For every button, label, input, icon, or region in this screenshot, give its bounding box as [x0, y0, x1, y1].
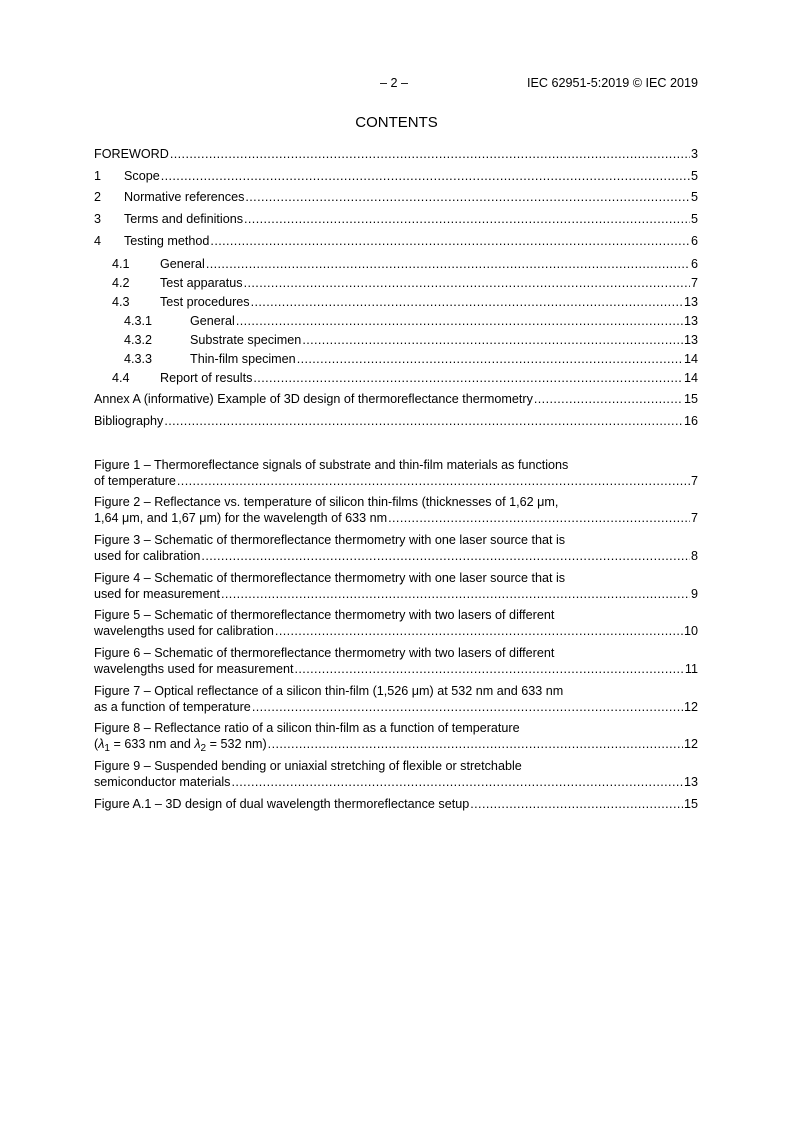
leader-dots: [251, 294, 683, 310]
figure-entry-7[interactable]: [94, 683, 698, 715]
toc-entry-page: 13: [683, 314, 698, 328]
figure-caption-line: Figure 8 – Reflectance ratio of a silicon thin-film as a function of temperature: [94, 721, 520, 735]
toc-entry-text: Annex A (informative) Example of 3D design of thermoreflectance thermometry: [94, 392, 533, 406]
toc-entry-text: Test apparatus: [160, 276, 243, 290]
figure-caption-line: of temperature: [94, 474, 176, 488]
toc-entry-number: 4.2: [112, 276, 130, 290]
figure-caption-line: as a function of temperature: [94, 700, 251, 714]
leader-dots: [245, 189, 690, 205]
toc-entry-number: 4.3.2: [124, 333, 153, 347]
toc-entry-page: 14: [683, 371, 698, 385]
figure-entry-8[interactable]: [94, 720, 698, 752]
figure-caption-line: wavelengths used for calibration: [94, 624, 274, 638]
leader-dots: [297, 351, 683, 367]
toc-entry-page: 13: [683, 333, 698, 347]
toc-entry-scope[interactable]: [94, 168, 698, 184]
toc-entry-text: Scope: [124, 169, 160, 183]
leader-dots: [210, 233, 690, 249]
toc-entry-page: 5: [690, 212, 698, 226]
leader-dots: [388, 510, 690, 526]
figure-entry-1[interactable]: [94, 457, 698, 489]
leader-dots: [534, 391, 683, 407]
toc-entry-number: 3: [94, 212, 102, 226]
figure-page: 12: [683, 700, 698, 714]
leader-dots: [244, 275, 690, 291]
leader-dots: [170, 146, 690, 162]
toc-entry-page: 14: [683, 352, 698, 366]
toc-entry-terms-and-definitions[interactable]: [94, 211, 698, 227]
leader-dots: [164, 413, 683, 429]
toc-entry-number: 4.3.1: [124, 314, 153, 328]
figure-page: 9: [690, 587, 698, 601]
figure-caption-line: used for calibration: [94, 549, 201, 563]
figure-caption-line: used for measurement: [94, 587, 220, 601]
figure-page: 12: [683, 737, 698, 751]
leader-dots: [244, 211, 690, 227]
figure-page: 8: [690, 549, 698, 563]
header-page-number: – 2 –: [380, 76, 409, 90]
figure-page: 7: [690, 511, 698, 525]
toc-entry-text: Testing method: [124, 234, 210, 248]
toc-entry-text: General: [160, 257, 205, 271]
toc-entry-normative-references[interactable]: [94, 189, 698, 205]
toc-entry-text: General: [190, 314, 235, 328]
toc-entry-number: 4.3.3: [124, 352, 153, 366]
figure-page: 7: [690, 474, 698, 488]
toc-entry-page: 7: [690, 276, 698, 290]
leader-dots: [252, 699, 683, 715]
toc-entry-number: 2: [94, 190, 102, 204]
figure-caption-line: Figure 4 – Schematic of thermoreflectance thermometry with one laser source that is: [94, 571, 566, 585]
toc-entry-page: 15: [683, 392, 698, 406]
toc-entry-test-apparatus[interactable]: [112, 275, 698, 291]
figure-entry-9[interactable]: [94, 758, 698, 790]
toc-entry-text: Report of results: [160, 371, 253, 385]
leader-dots: [302, 332, 683, 348]
figure-entry-a1[interactable]: [94, 796, 698, 812]
leader-dots: [236, 313, 683, 329]
toc-entry-annex-a[interactable]: [94, 391, 698, 407]
leader-dots: [201, 548, 690, 564]
figure-entry-5[interactable]: [94, 607, 698, 639]
header-document-reference: IEC 62951-5:2019 © IEC 2019: [526, 76, 698, 90]
toc-entry-testing-method[interactable]: [94, 233, 698, 249]
toc-entry-number: 4.1: [112, 257, 130, 271]
leader-dots: [221, 586, 690, 602]
figure-caption-line: Figure 7 – Optical reflectance of a silicon thin-film (1,526 μm) at 532 nm and 633 nm: [94, 684, 564, 698]
toc-entry-text: Bibliography: [94, 414, 164, 428]
toc-entry-report-of-results[interactable]: [112, 370, 698, 386]
toc-entry-4-1-general[interactable]: [112, 256, 698, 272]
toc-entry-4-3-1-general[interactable]: [124, 313, 698, 329]
leader-dots: [177, 473, 690, 489]
figure-caption-line: Figure 6 – Schematic of thermoreflectance thermometry with two lasers of different: [94, 646, 555, 660]
toc-entry-number: 1: [94, 169, 102, 183]
figure-caption-line: Figure 3 – Schematic of thermoreflectance thermometry with one laser source that is: [94, 533, 566, 547]
figure-caption-line: Figure 5 – Schematic of thermoreflectance thermometry with two lasers of different: [94, 608, 555, 622]
toc-entry-number: 4.3: [112, 295, 130, 309]
figure-caption-line: ($\lambda_1 = 633$ nm and $\lambda_2 = 532$ nm): [94, 737, 267, 754]
figure-entry-4[interactable]: [94, 570, 698, 602]
figure-caption-line: Figure 2 – Reflectance vs. temperature of silicon thin-films (thicknesses of 1,62 μm,: [94, 495, 559, 509]
leader-dots: [470, 796, 683, 812]
leader-dots: [275, 623, 683, 639]
leader-dots: [161, 168, 690, 184]
figure-page: 10: [683, 624, 698, 638]
figure-caption-line: semiconductor materials: [94, 775, 231, 789]
figure-page: 11: [684, 662, 698, 676]
toc-entry-bibliography[interactable]: [94, 413, 698, 429]
toc-entry-page: 16: [683, 414, 698, 428]
toc-entry-page: 3: [690, 147, 698, 161]
leader-dots: [268, 736, 683, 752]
contents-title: CONTENTS: [355, 114, 438, 131]
figure-page: 15: [683, 797, 698, 811]
toc-entry-page: 6: [690, 257, 698, 271]
toc-entry-page: 5: [690, 169, 698, 183]
figure-caption-line: Figure 1 – Thermoreflectance signals of substrate and thin-film materials as functions: [94, 458, 569, 472]
toc-entry-text: Terms and definitions: [124, 212, 244, 226]
figure-caption-line: Figure A.1 – 3D design of dual wavelength thermoreflectance setup: [94, 797, 470, 811]
toc-entry-page: 6: [690, 234, 698, 248]
toc-entry-text: Thin-film specimen: [190, 352, 296, 366]
figure-entry-2[interactable]: [94, 494, 698, 526]
leader-dots: [295, 661, 684, 677]
figure-entry-6[interactable]: [94, 645, 698, 677]
toc-entry-text: Test procedures: [160, 295, 250, 309]
leader-dots: [253, 370, 683, 386]
toc-entry-number: 4.4: [112, 371, 130, 385]
toc-entry-foreword[interactable]: [94, 146, 698, 162]
toc-entry-text: FOREWORD: [94, 147, 169, 161]
toc-entry-thin-film-specimen[interactable]: [124, 351, 698, 367]
figure-entry-3[interactable]: [94, 532, 698, 564]
leader-dots: [206, 256, 690, 272]
figure-page: 13: [683, 775, 698, 789]
leader-dots: [231, 774, 683, 790]
toc-entry-page: 5: [690, 190, 698, 204]
figure-caption-line: 1,64 μm, and 1,67 μm) for the wavelength of 633 nm: [94, 511, 388, 525]
toc-entry-text: Normative references: [124, 190, 245, 204]
figure-caption-line: Figure 9 – Suspended bending or uniaxial stretching of flexible or stretchable: [94, 759, 522, 773]
figure-caption-line: wavelengths used for measurement: [94, 662, 294, 676]
toc-entry-test-procedures[interactable]: [112, 294, 698, 310]
toc-entry-number: 4: [94, 234, 102, 248]
toc-entry-page: 13: [683, 295, 698, 309]
toc-entry-substrate-specimen[interactable]: [124, 332, 698, 348]
toc-entry-text: Substrate specimen: [190, 333, 302, 347]
